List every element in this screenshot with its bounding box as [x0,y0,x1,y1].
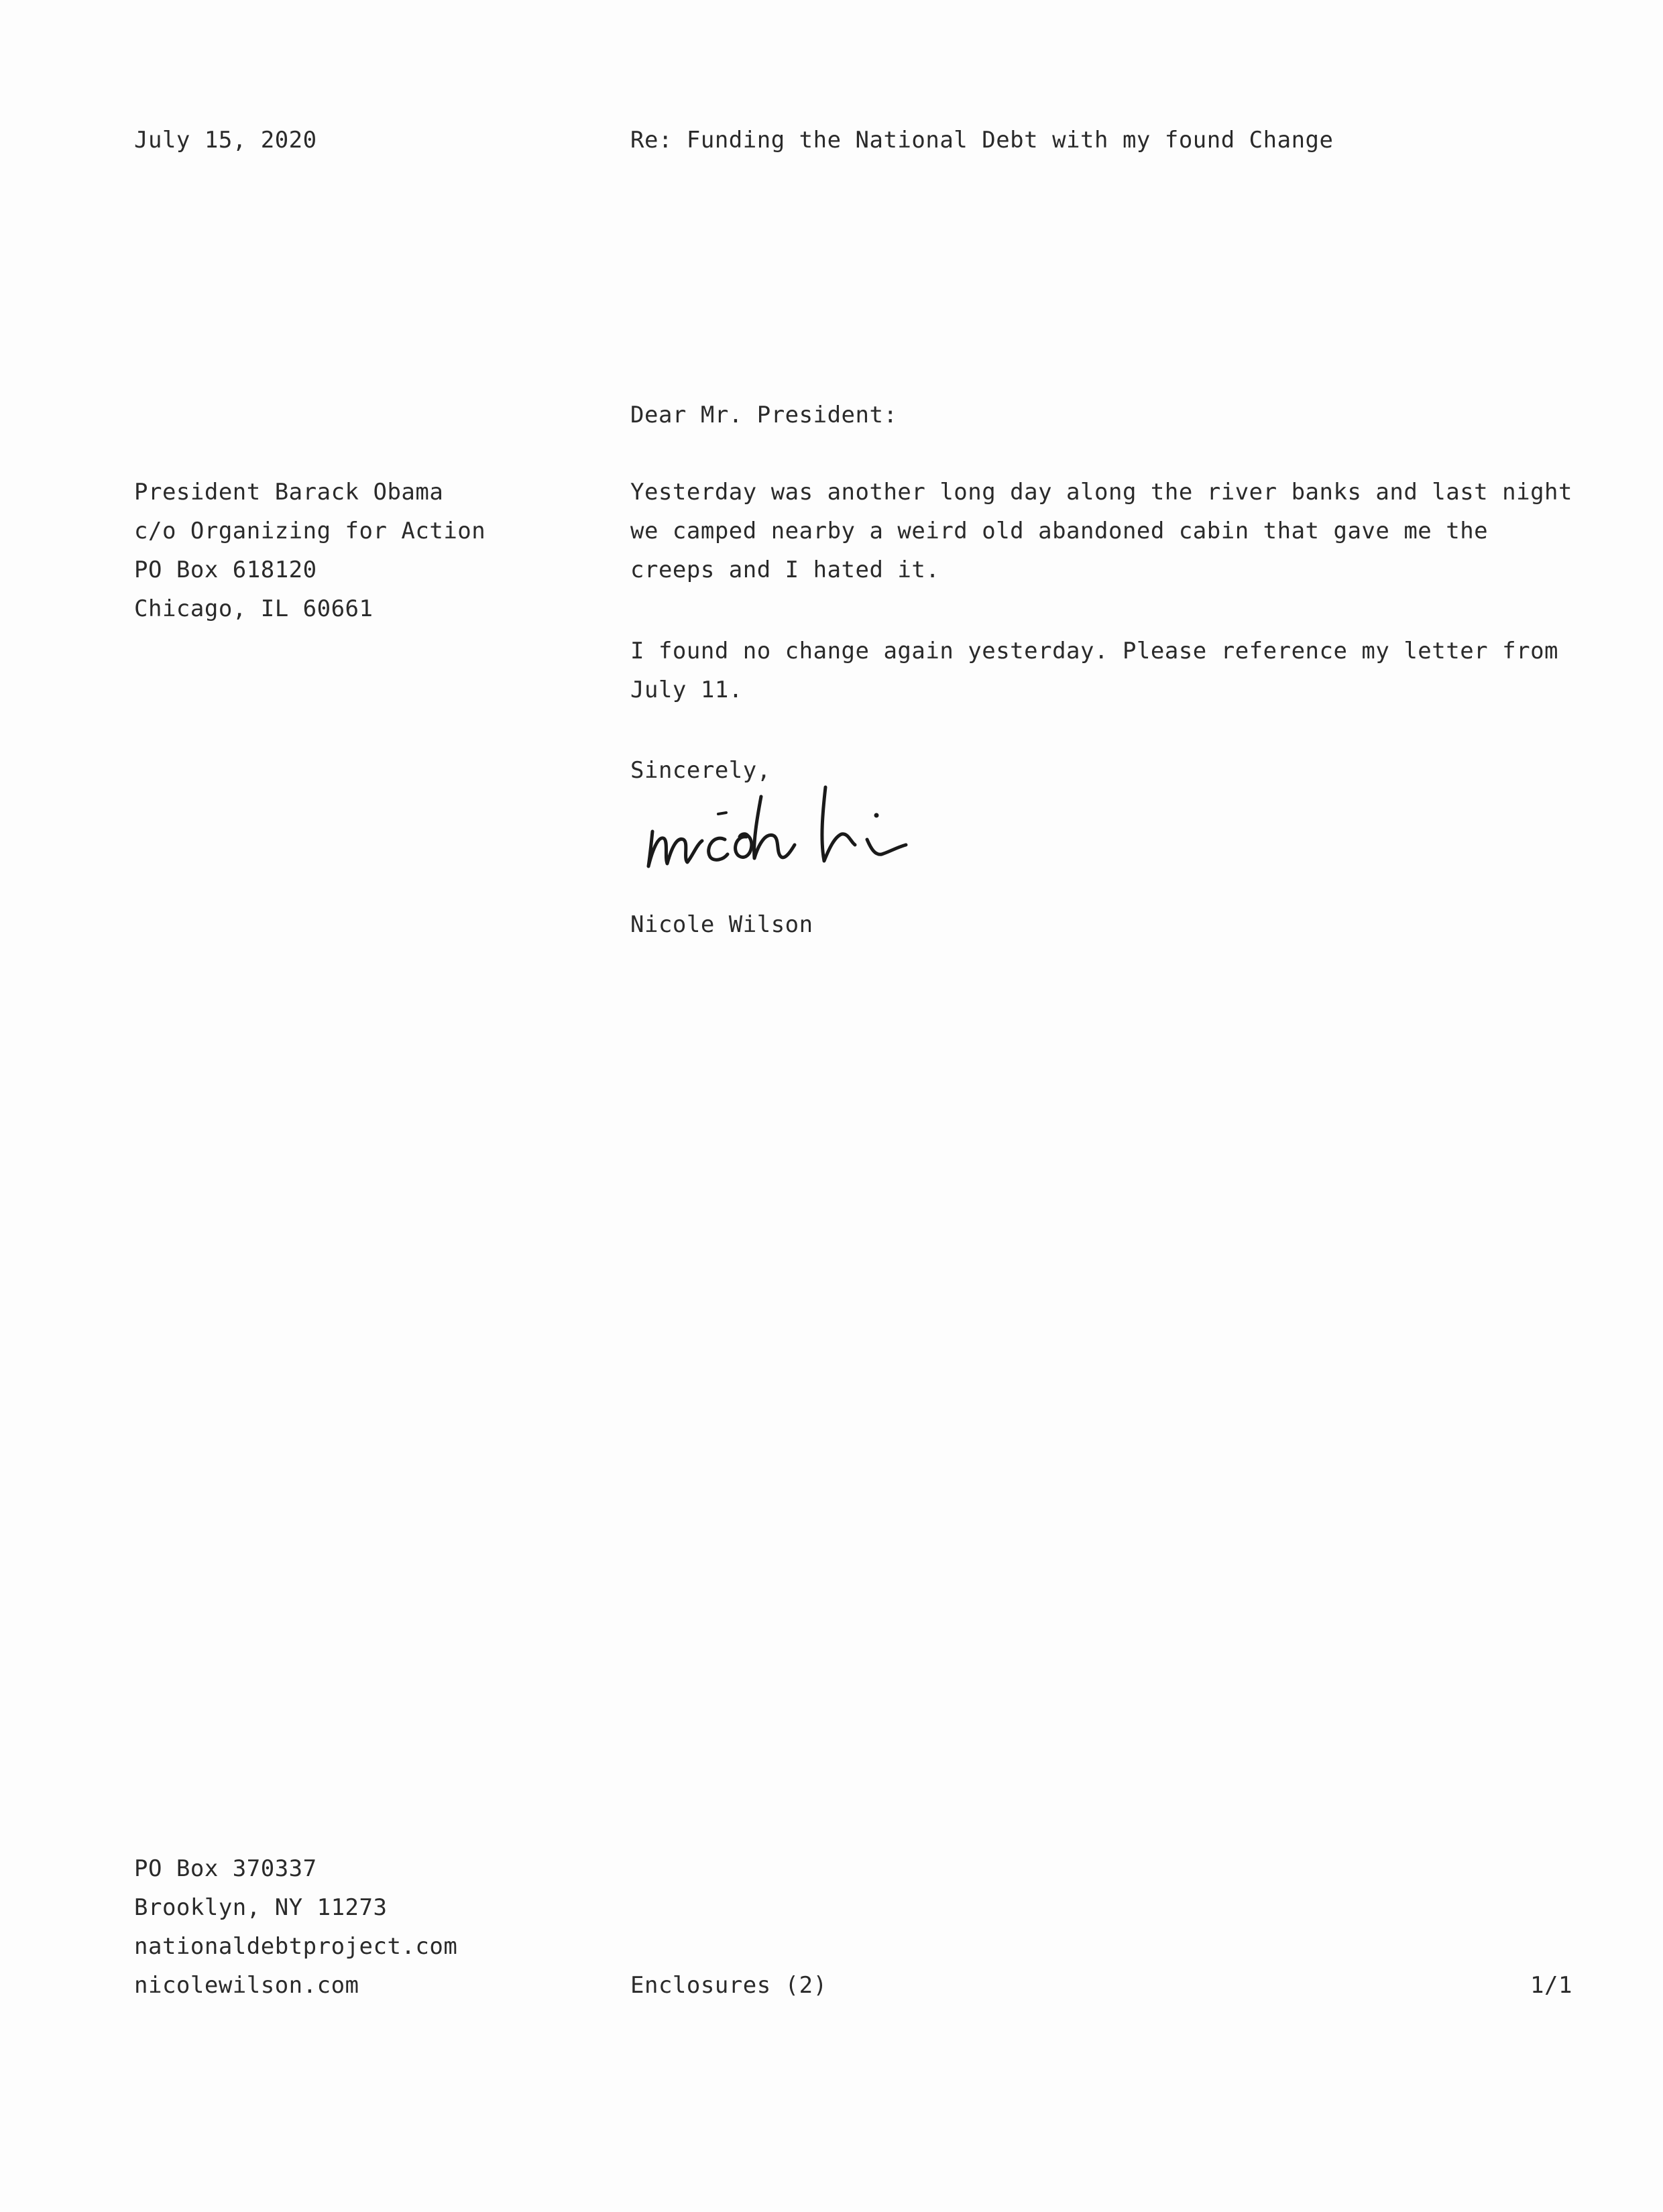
letter-date: July 15, 2020 [134,127,317,154]
body-paragraph [630,473,1572,589]
recipient-city: Chicago, IL 60661 [134,595,374,622]
signature-icon [640,778,962,885]
sender-website: nationaldebtproject.com [134,1933,458,1960]
body-line: July 11. [630,677,743,703]
letter-subject: Re: Funding the National Debt with my found Change [630,127,1334,154]
body-line: Yesterday was another long day along the river banks and last night [630,479,1572,506]
body-line: creeps and I hated it. [630,557,940,583]
signer-name: Nicole Wilson [630,911,813,938]
body-paragraph [630,632,1558,709]
body-line: I found no change again yesterday. Please reference my letter from [630,638,1559,664]
sender-po-box: PO Box 370337 [134,1855,317,1882]
salutation: Dear Mr. President: [630,402,898,428]
recipient-organization: c/o Organizing for Action [134,518,486,544]
enclosures-note: Enclosures (2) [630,1972,827,1999]
page-number: 1/1 [1530,1972,1572,1999]
recipient-name: President Barack Obama [134,479,444,506]
sender-website: nicolewilson.com [134,1972,359,1999]
recipient-address [134,473,485,628]
sender-address [134,1849,457,2005]
body-line: we camped nearby a weird old abandoned cabin that gave me the [630,518,1489,544]
closing: Sincerely, [630,757,771,784]
recipient-po-box: PO Box 618120 [134,557,317,583]
sender-city: Brooklyn, NY 11273 [134,1894,388,1921]
